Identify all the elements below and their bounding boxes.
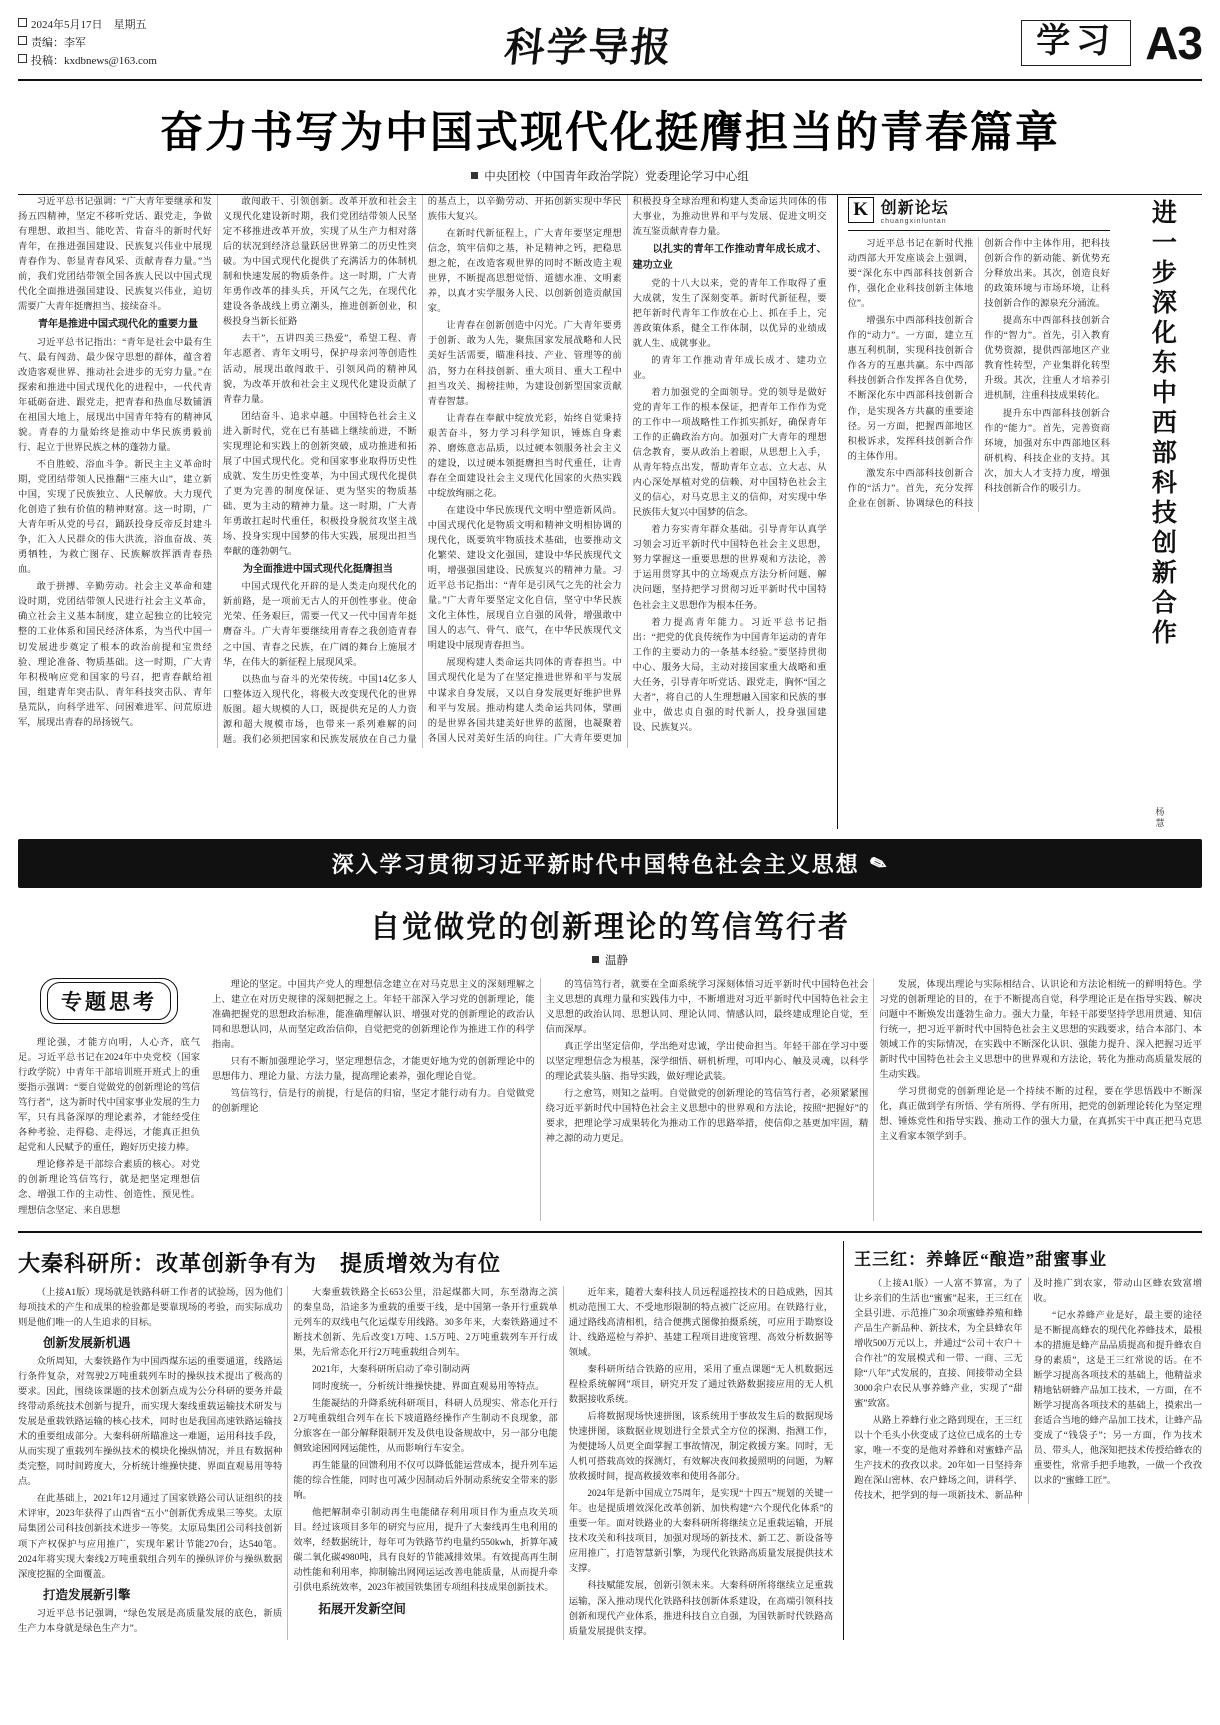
- paragraph: 行之愈笃，则知之益明。自觉做党的创新理论的笃信笃行者，必须紧紧围绕习近平新时代中国特色社会主义思想中的世界观和方法论，按照“把握好”的要求，把理论学习成果转化为推动工作的思路举措，使信仰之基更加牢固，精神之源的动力更足。: [545, 1089, 869, 1145]
- article4-title: 王三红：养蜂匠“酿造”甜蜜事业: [854, 1249, 1108, 1269]
- main-article-columns: [18, 195, 827, 829]
- publish-date: 2024年5月17日 星期五: [18, 16, 157, 34]
- paragraph: 着力夯实青年群众基础。引导青年认真学习领会习近平新时代中国特色社会主义思想，努力掌握这一重要思想的世界观和方法论，善于运用贯穿其中的立场观点方法分析问题、解决问题，坚持把学习贯彻习近平新时代中国特色社会主义思想作为根本任务。: [632, 525, 827, 611]
- paragraph: 后将数据现场快速拼图，该系统用于事故发生后的数据现场快速拼图，该数据业规划进行全景式全方位的探测、指测工作，为便捷场人员更全面掌握工事故情况，制定救援方案。同时，无人机可搭载高效的探测灯，有效解决夜间救援照明的问题，为解放救援时间，提高救援效率和使用各部分。: [568, 1411, 834, 1483]
- paragraph: 团结奋斗、追求卓越。中国特色社会主义进入新时代，党在已有基础上继续前进，不断实现理论和实践上的创新突破，成功推进和拓展了中国式现代化。党和国家事业取得历史性成就、发生历史性变革，为中国式现代化提供了更为完善的制度保证、更为坚实的物质基础、更为主动的精神力量。这一时期，广大青年勇敢扛起时代重任，积极投身脱贫攻坚主战场、投身实现中国梦的伟大实践，展现出担当奉献的蓬勃朝气。: [222, 411, 417, 558]
- paragraph: 大秦重载铁路全长653公里，沿起煤都大同，东至渤海之滨的秦皇岛，沿途多为重载的重要干线，是中国第一条开行重载单元列车的双线电气化运煤专用线路。30多年来，大秦铁路通过不断技术创新、先后改变1万吨、1.5万吨、2万吨重载列车开行成果，先后常态化开行2万吨重载组合列车。: [293, 1287, 558, 1358]
- paragraph: 增强东中西部科技创新合作的“动力”。一方面，建立互惠互利机制，实现科技创新合作各方的互惠共赢。东中西部科技创新合作发挥各自优势，不断深化东中西部科技创新合作，是实现各方共赢的重要途径。另一方面，把握西部地区积极诉求，发挥科技创新合作的主体作用。: [847, 316, 974, 462]
- page-title: 奋力书写为中国式现代化挺膺担当的青春篇章: [160, 110, 1060, 157]
- paragraph: 理论的坚定。中国共产党人的理想信念建立在对马克思主义的深刻理解之上、建立在对历史规律的深刻把握之上。年轻干部深入学习党的创新理论，能准确把握党的思想政治标准，能准确理解认识、增强对党的创新理论的政治认同和思想认同，从而坚定政治信仰，自觉把党的创新理论作为推进工作的科学指南。: [212, 980, 535, 1051]
- paragraph: 在此基础上，2021年12月通过了国家铁路公司认证组织的技术评审，2023年获得了山西省“五小”创新优秀成果三等奖。太原局集团公司科技创新技术进步一等奖。太原局集团公司科技创新项下产权保护与应用推广，实现年累计节能270台，达540笔。2024年将实现大秦线2万吨重载组合列车的操纵评价与操纵数据深度挖掘的全面覆盖。: [18, 1494, 283, 1580]
- paragraph: 理论强，才能方向明，人心齐，底气足。习近平总书记在2024年中央党校（国家行政学院）中青年干部培训班开班式上的重要指示强调：“要自觉做党的创新理论的笃信笃行者”，这为新时代中国家事业发展的生力军，只有具备深厚的理论素养，才能经受住各种考验、走得稳、走得远，才能真正担负起党和人民赋予的重任，跑好历史接力棒。: [18, 1038, 200, 1154]
- square-marker-icon: [18, 36, 27, 45]
- paragraph: 不自胜蛟、浴血斗争。新民主主义革命时期，党团结带领人民推翻“三座大山”，建立新中国，实现了民族独立、人民解放。大力现代化创造了独有价值的精神财富。这一时期，广大青年听从党的号召，踊跃投身反帝反封建斗争，汇入人民群众的伟大洪流，浴血奋战、英勇牺牲，为救亡图存、民族解放挥洒青春热血。: [18, 459, 212, 576]
- bullet-icon: [592, 956, 599, 963]
- topic-badge-wrap: [18, 978, 200, 1221]
- editor-line: 责编：李军: [18, 34, 157, 52]
- paragraph: 生能凝结的升降系统科研项目，科研人员现实、常态化开行2万吨重载组合列车在长下坡道路经操作产生制动不良现象，部分旅客在一部分解释限制开发及供电设备规故中，另一部分电能侧致途困网网运能性，从而影响行车安全。: [293, 1398, 558, 1455]
- top-region: [18, 195, 1202, 829]
- masthead: [18, 14, 1202, 81]
- column-divider: [837, 195, 838, 829]
- paragraph: 从路上养蜂行业之路到现在，王三红以十个毛头小伙变成了这位已成名的土专家，唯一不变的是他对养蜂和对蜜蜂产品生产技术的孜孜以求。20年如一日坚持奔跑在深山密林、农户蜂场之间，讲科学、传技术，把学到的每一项新技术、新品种及时推广到农家，带动山区蜂农致富增收。: [854, 1278, 1202, 1502]
- paragraph: 科技赋能发展，创新引领未来。大秦科研所将继续立足重载运输，深入推动现代化铁路科技创新体系建设，在高端引领科技创新和现代产业体系，推进科技自立自强，为国铁新时代铁路高质量发展提供支撑。: [568, 1581, 834, 1637]
- paragraph: 发展，体现出理论与实际相结合、认识论和方法论相统一的鲜明特色。学习党的创新理论的目的，在于不断提高自觉，科学理论正是在指导实践、解决问题中不断焕发出蓬勃生命力。强大力量，年轻干部要坚持学思用贯通、知信行统一，把习近平新时代中国特色社会主义思想的实践要求，结合本部门、本领域工作的实际情况，在实践中不断深化认识、强能力提升、深入把握习近平新时代中国特色社会主义思想中的世界观和方法论，转化为推动高质量发展的生动实践。: [879, 980, 1202, 1081]
- masthead-section: [1021, 14, 1202, 70]
- section-label: 学习: [1021, 20, 1131, 66]
- paragraph: 让青春在奉献中绽放光彩，始终自觉秉持艰苦奋斗，努力学习科学知识，锤炼自身素养、磨炼意志品质，以过硬本领服务社会主义的建设，以过硬本领挺膺担当时代重任，让青春在全面建设社会主义现代化国家的火热实践中绽放绚丽之花。: [427, 413, 622, 499]
- logo-text: 科学导报: [502, 24, 676, 71]
- article2-body: [212, 978, 1202, 1221]
- paragraph: 的笃信笃行者，就要在全面系统学习深刻体悟习近平新时代中国特色社会主义思想的真理力量和实践伟力中，不断增进对习近平新时代中国特色社会主义思想的政治认同、思想认同、理论认同、情感认同，最终建成理论自觉，至信而深厚。: [545, 980, 869, 1036]
- paragraph: 习近平总书记强调：“广大青年要继承和发扬五四精神，坚定不移听党话、跟党走，争做有理想、敢担当、能吃苦、肯奋斗的新时代好青年，在推进强国建设、民族复兴伟业中展现青春作为、彰显青春风采、贡献青春力量。”当前，我们党团结带领全国各族人民以中国式现代化全面推进强国建设、民族复兴伟业，迫切需要广大青年挺膺担当、接续奋斗。: [18, 197, 212, 313]
- paragraph: 秦科研所结合铁路的应用，采用了重点课题“无人机数据远程检系统解网”项目，研究开发了通过铁路数据接应用的无人机数据接收系统。: [568, 1364, 834, 1405]
- paragraph: 只有不断加强理论学习，坚定理想信念，才能更好地为党的创新理论中的思想伟力、理论力量、方法力量，提高理论素养，强化理论自觉。: [212, 1057, 535, 1083]
- section-heading: 创新发展新机遇: [43, 1335, 131, 1350]
- page-number: A3: [1145, 17, 1202, 69]
- paragraph: 习近平总书记强调，“绿色发展是高质量发展的底色，新质生产力本身就是绿色生产力”。: [18, 1608, 283, 1634]
- paragraph: 的青年工作推动青年成长成才、建功立业。: [632, 355, 827, 381]
- main-article-body: [18, 195, 827, 748]
- paragraph: 2021年，大秦科研所启动了牵引制动两: [311, 1364, 471, 1375]
- paragraph: 去干”，五讲四美三热爱”，希望工程、青年志愿者、青年文明号，保护母亲河等创造性活动，展现出敢闯敢干、引领风尚的精神风貌，为改革开放和社会主义现代化建设贡献了青春力量。: [222, 334, 417, 405]
- article3-title: 大秦科研所：改革创新争有为 提质增效为有位: [18, 1250, 502, 1276]
- paragraph: 再生能量的回馈利用不仅可以降低能运营成本，提升列车运能的综合性能，同时也可减少因制动后外制动系统安全带来的影响。: [293, 1461, 558, 1502]
- paragraph: 以热血与奋斗的光荣传统。中国14亿多人口整体迈入现代化，将极大改变现代化的世界版图。超大规模的人口，既提供充足的人力资源和超大规模市场，也带来一系列难解的问题。我们必须把国家和民族发展放在自己力量的基点上，以辛勤劳动、开拓创新实现中华民族伟大复兴。: [222, 197, 622, 745]
- paragraph: 激发东中西部科技创新合作的“活力”。首先，充分发挥企业在创新、协调绿色的科技创新合作中主体作用，把科技创新合作的新动能、新优势充分释放出来。其次，创造良好的政策环境与市场环境，让科技创新合作的源泉充分涌流。: [847, 239, 1110, 509]
- forum-logo-icon: K: [848, 197, 874, 223]
- paragraph: “记水养蜂产业是好，最主要的途径是不断提高蜂农的现代化养蜂技术，最根本的措施是蜂产品品质提高和提升蜂农自身的素质”，这是王三红常说的话。在不断学习提高各项技术的基础上，他精益求精地钻研蜂产品加工技术，一方面，在不断学习提高各项技术的基础上，摸索出一套适合当地的蜂产品加工技术，让蜂产品变成了“钱袋子”；另一方面，作为技术员、带头人，他深知把技术传授给蜂农的重要性，常常手把手地教，一做一个孜孜以求的“蜜蜂工匠”。: [1033, 1310, 1202, 1487]
- article3: [18, 1241, 833, 1640]
- paragraph: 近年来，随着大秦科技人员远程遥控技术的日趋成熟，因其机动范围工大、不受地形限制的特点被广泛应用。在铁路行业，通过路线高清相机，结合便携式图像拍摄系统，可应用于勘察设计、线路巡检与养护、基建工程项目进度管理、高效分析数据等领域。: [568, 1287, 834, 1358]
- lead-paragraph: （上接A1版）现场就是铁路科研工作者的试验场，因为他们每项技术的产生和成果的检验都是要靠现场的考验，而实际成功则是他们唯一的人生追求的目标。: [18, 1287, 283, 1328]
- paragraph: 笃信笃行，信是行的前提，行是信的归宿，坚定才能行动有力。自觉做党的创新理论: [212, 1089, 535, 1115]
- paragraph: 习近平总书记在新时代推动西部大开发座谈会上强调，要“深化东中西部科技创新合作，强化企业科技创新主体地位”。: [847, 239, 974, 310]
- column-divider: [843, 1241, 844, 1640]
- paragraph: 2024年是新中国成立75周年，是实现“十四五”规划的关键一年。也是提质增效深化改革创新、加快构建“六个现代化体系”的重要一年。面对铁路业的大秦科研所将继续立足重载运输，开展技术攻关和科技项目，加强对现场的新技术、新工艺、新设备等应用推广，打造智慧新引擎，为现代化铁路高质量发展提供技术支撑。: [568, 1489, 834, 1575]
- article2-byline: 温静: [18, 952, 1202, 968]
- section-heading: 拓展开发新空间: [318, 1601, 406, 1616]
- paragraph: 让青春在创新创造中闪光。广大青年要勇于创新、敢为人先，聚焦国家发展战略和人民美好生活需要，瞄准科技、产业、管理等的前沿，努力在科技创新、重大项目、重大工程中担当攻关、揭榜挂帅，为建设创新型国家贡献青春智慧。: [427, 321, 622, 407]
- paragraph: 党的十八大以来，党的青年工作取得了重大成就，发生了深刻变革。新时代新征程，要把年新时代青年工作放在心上、抓在手上，完善政策体系，健全工作体制，以优异的业绩成就人生、成就事业。: [632, 278, 827, 349]
- topic-badge: 专题思考: [40, 978, 178, 1024]
- paragraph: 提高东中西部科技创新合作的“智力”。首先，引入教育优势资源，提供西部地区产业教育性转型，产业集群化转型升级。其次，注重人才培养引进机制，注重科技成果转化。: [984, 316, 1110, 402]
- subheading: 青年是推进中国式现代化的重要力量: [38, 319, 198, 331]
- article2-region: [18, 978, 1202, 1221]
- article2-title: 自觉做党的创新理论的笃信笃行者: [370, 911, 850, 944]
- forum-region: [848, 195, 1202, 829]
- masthead-info: [18, 14, 157, 70]
- paragraph: 在建设中华民族现代文明中塑造新风尚。中国式现代化是物质文明和精神文明相协调的现代化，既要筑牢物质技术基础，也要推动文化繁荣、建设文化强国，建设中华民族现代文明，增强强国建设、民族复兴的精神力量。习近平总书记指出：“青年是引风气之先的社会力量。”广大青年要坚定文化自信，坚守中华民族文化主体性，展现自立自强的风骨，增强敢中国人的志气、骨气、底气，在中华民族现代文明建设中展现青春担当。: [427, 505, 622, 652]
- article3-body: [18, 1286, 833, 1640]
- bottom-region: [18, 1241, 1202, 1640]
- forum-header: [848, 195, 1110, 231]
- subheading: 为全面推进中国式现代化挺膺担当: [242, 564, 393, 576]
- divider: [18, 1231, 1202, 1233]
- paragraph: （上接A1版）一人富不算富，为了让乡亲们的生活也“蜜蜜”起来，王三红在全县引进、示范推广30余项蜜蜂养殖和蜂产品生产新品种、新技术，为全县蜂农年增收500万元以上，并通过“公司＋农户＋合作社”的发展模式和一带、一商、三无除“八年”式发展的，直接、间接带动全县3000余户农民从事养蜂产业，实现了“甜蜜”致富。: [854, 1278, 1023, 1409]
- paragraph: 展现构建人类命运共同体的青春担当。中国式现代化是为了在坚定推进世界和平与发展中谋求自身发展，又以自身发展更好维护世界和平与发展。推动构建人类命运共同体，擘画的是世界各国共建美好世界的蓝图，也凝聚着各国人民对美好生活的向往。广大青年要更加积极投身全球治理和构建人类命运共同体的伟大事业，为推动世界和平与发展、促进文明交流互鉴贡献青春力量。: [427, 197, 827, 744]
- square-marker-icon: [18, 54, 27, 63]
- paragraph: 敢于拼搏、辛勤劳动。社会主义革命和建设时期，党团结带领人民进行社会主义革命，确立社会主义基本制度，建立起独立的比较完整的工业体系和国民经济体系，为当代中国一切发展进步奠定了根本的政治前提和宝贵经验、理论准备、物质基础。这一时期，广大青年积极响应党和国家的号召，把青春献给祖国，组建青年突击队、青年科技突击队、青年垦荒队，向科学进军、问困难进军、问荒原进军，展现出青春的昂扬锐气。: [18, 582, 212, 728]
- paragraph: 着力加强党的全面领导。党的领导是做好党的青年工作的根本保证，把青年工作作为党的工作中一项战略性工作抓实抓好，确保青年工作的正确政治方向。加强对广大青年的理想信念教育，要从政治上着眼，从思想上入手，从青年特点出发，帮助青年立志、立大志、从内心深处厚植对党的信赖、对中国特色社会主义的信心，对马克思主义的信仰，对实现中华民族伟大复兴中国梦的信念。: [632, 387, 827, 519]
- paragraph: 在新时代新征程上，广大青年要坚定理想信念，筑牢信仰之基，补足精神之钙，把稳思想之舵，在改造客观世界的同时不断改造主观世界，不断提高思想觉悟、道德水准、文明素养，以真才实学服务人民、以创新创造贡献国家。: [427, 229, 622, 315]
- section-heading: 打造发展新引擎: [43, 1587, 131, 1602]
- masthead-logo: [157, 14, 1021, 73]
- paragraph: 着力提高青年能力。习近平总书记指出：“把党的优良传统作为中国青年运动的青年工作的主要动力的一条基本经验。”要坚持贯彻中心、服务大局，主动对接国家重大战略和重大任务，引导青年听党话、跟党走，胸怀“国之大者”，将自己的人生理想融入国家和民族的事业中，做忠贞自强的时代新人，投身强国建设、民族复兴。: [632, 617, 827, 733]
- paragraph: 学习贯彻党的创新理论是一个持续不断的过程，要在学思悟践中不断深化，真正做到学有所悟、学有所得、学有所用，把党的创新理论转化为坚定理想、锤炼党性和指导实践、推动工作的强大力量，在真抓实干中真正把马克思主义看家本领学到手。: [879, 1087, 1202, 1143]
- paragraph: 真正学出坚定信仰，学出绝对忠诚，学出使命担当。年轻干部在学习中要以坚定理想信念为根基，深学细悟、研机析理，可叩内心、触及灵魂，以科学的理论武装头脑、指导实践，做好理论武装。: [545, 1042, 869, 1083]
- article4-body: [854, 1277, 1202, 1505]
- article-byline: 中央团校（中国青年政治学院）党委理论学习中心组: [18, 168, 1202, 184]
- paragraph: 同时度统一，分析统计维操快捷、界面直观易用等特点。: [311, 1381, 545, 1392]
- subheading: 以扎实的青年工作推动青年成长成才、建功立业: [632, 244, 827, 272]
- paragraph: 敢闯敢干、引领创新。改革开放和社会主义现代化建设新时期，我们党团结带领人民坚定不移推进改革开放，实现了从生产力相对落后的状况到经济总量跃居世界第二的历史性突破。为中国式现代化提供了充满活力的体制机制和快速发展的物质条件。这一时期，广大青年勇作改革的排头兵，开风气之先，在现代化建设各条战线上勇立潮头，推进创新创业，积极投身当新长征路: [222, 197, 417, 328]
- forum-pinyin: chuangxinluntan: [880, 218, 947, 225]
- banner-text: 深入学习贯彻习近平新时代中国特色社会主义思想: [331, 852, 860, 877]
- forum-vertical-title: 进一步深化东中西部科技创新合作: [1148, 199, 1176, 649]
- square-marker-icon: [18, 18, 27, 27]
- forum-title: 创新论坛: [880, 200, 949, 217]
- campaign-banner: [18, 839, 1202, 888]
- article4: [854, 1241, 1202, 1640]
- paragraph: 中国式现代化开辟的是人类走向现代化的新前路，是一项前无古人的开创性事业。使命光荣、任务艰巨，需要一代又一代中国青年挺膺奋斗。广大青年要继续用青春之我创造青春之中国、青春之民族，在广阔的舞台上施展才华，在伟大的新征程上展现风采。: [222, 582, 417, 668]
- paragraph: 提升东中西部科技创新合作的“能力”。首先，完善资商环境，加强对东中西部地区科研机构、科技企业的支持。其次，加大人才支持力度，增强科技创新合作的吸引力。: [984, 408, 1110, 494]
- paragraph: 众所周知，大秦铁路作为中国西煤东运的重要通道，线路运行条件复杂，对驾驶2万吨重载列车时的操纵技术提出了极高的要求。因此，围绕该课题的技术创新点成为公分科研的要务并最终带动系统技术创新与提升，而实现大秦线重载运输技术研发与发展是重载铁路运输的核心技术，同时也是我国高速铁路运输技术的重要组成部分。大秦科研所瞄准这一难题，运用科技手段，从而实现了重载列车操纵技术的模块化操纵情况，并且有数据种类完整，同时间跨度大，分析统计维操快捷、界面直观易用等特点。: [18, 1356, 283, 1488]
- pen-icon: ✎: [866, 850, 892, 878]
- paragraph: 他把解制牵引制动再生电能储存利用项目作为重点攻关项目。经过该项目多年的研究与应用，提升了大秦线再生电利用的效率，经数据统计，每年可为铁路节约电量约550kwh，折算年减碳二氧化碳4980吨，具有良好的节能减排效果。有效提高再生制动性能和利用率，抑制输出网网运运改善电能质量，从而提升牵引供电系统效率，2023年被国铁集团专项组科技成果创新技术。: [293, 1508, 558, 1594]
- forum-body: [848, 237, 1110, 512]
- submission-line: 投稿：kxdbnews@163.com: [18, 52, 157, 70]
- bullet-icon: [471, 172, 478, 179]
- paragraph: 习近平总书记指出：“青年是社会中最有生气、最有闯劲、最少保守思想的群体，蕴含着改造客观世界、推动社会进步的无穷力量。”在探索和推进中国式现代化的进程中，一代代青年砥砺奋进、跟党走，把青春和热血尽数铺洒在祖国大地上，展现出中国青年特有的精神风貌。青春的力量始终是推动中华民族勇毅前行、起立于世界民族之林的蓬勃力量。: [18, 337, 212, 453]
- forum-author: 杨慧: [1154, 807, 1165, 829]
- paragraph: 理论修养是干部综合素质的核心。对党的创新理论笃信笃行，就是把坚定理想信念、增强工作的主动性、创造性、预见性。理想信念坚定、来自思想: [18, 1160, 200, 1216]
